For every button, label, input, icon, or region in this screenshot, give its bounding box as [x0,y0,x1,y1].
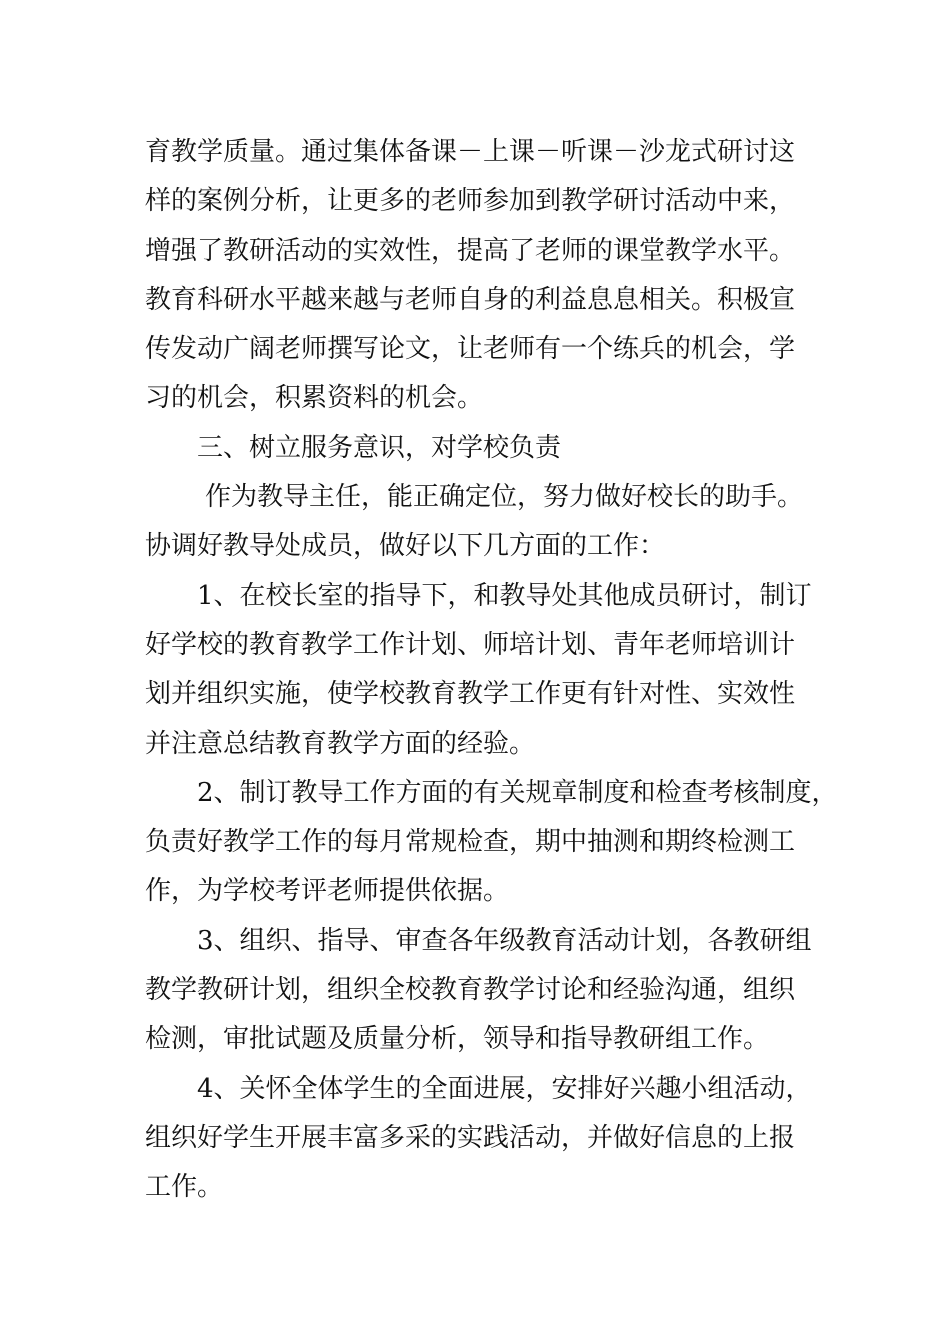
text-line: 划并组织实施，使学校教育教学工作更有针对性、实效性 [145,679,796,710]
text-line: 增强了教研活动的实效性，提高了老师的课堂教学水平。 [145,235,796,266]
list-item-2: 2、制订教导工作方面的有关规章制度和检查考核制度， [197,777,838,808]
text-line: 育教学质量。通过集体备课－上课－听课－沙龙式研讨这 [145,137,796,167]
list-item-4: 4、关怀全体学生的全面进展，安排好兴趣小组活动， [197,1073,812,1104]
text-line: 检测，审批试题及质量分析，领导和指导教研组工作。 [145,1024,770,1055]
text-line: 作为教导主任，能正确定位，努力做好校长的助手。 [205,482,804,513]
text-line: 教育科研水平越来越与老师自身的利益息息相关。积极宣 [145,284,796,315]
text-line: 组织好学生开展丰富多采的实践活动，并做好信息的上报 [145,1122,796,1153]
list-item-1: 1、在校长室的指导下，和教导处其他成员研讨，制订 [197,580,812,611]
text-line: 样的案例分析，让更多的老师参加到教学研讨活动中来， [145,186,796,217]
text-line: 传发动广阔老师撰写论文，让老师有一个练兵的机会，学 [145,334,796,365]
document-body [145,128,838,1213]
text-line: 教学教研计划，组织全校教育教学讨论和经验沟通，组织 [145,975,796,1006]
text-line: 作，为学校考评老师提供依据。 [145,876,510,907]
text-line: 好学校的教育教学工作计划、师培计划、青年老师培训计 [145,629,796,660]
text-line: 协调好教导处成员，做好以下几方面的工作： [145,531,666,562]
text-line: 习的机会，积累资料的机会。 [145,383,484,414]
list-item-3: 3、组织、指导、审查各年级教育活动计划，各教研组 [197,925,812,956]
text-line: 工作。 [145,1172,224,1203]
text-line: 并注意总结教育教学方面的经验。 [145,728,536,759]
section-heading: 三、树立服务意识，对学校负责 [197,432,562,463]
text-line: 负责好教学工作的每月常规检查，期中抽测和期终检测工 [145,827,796,858]
